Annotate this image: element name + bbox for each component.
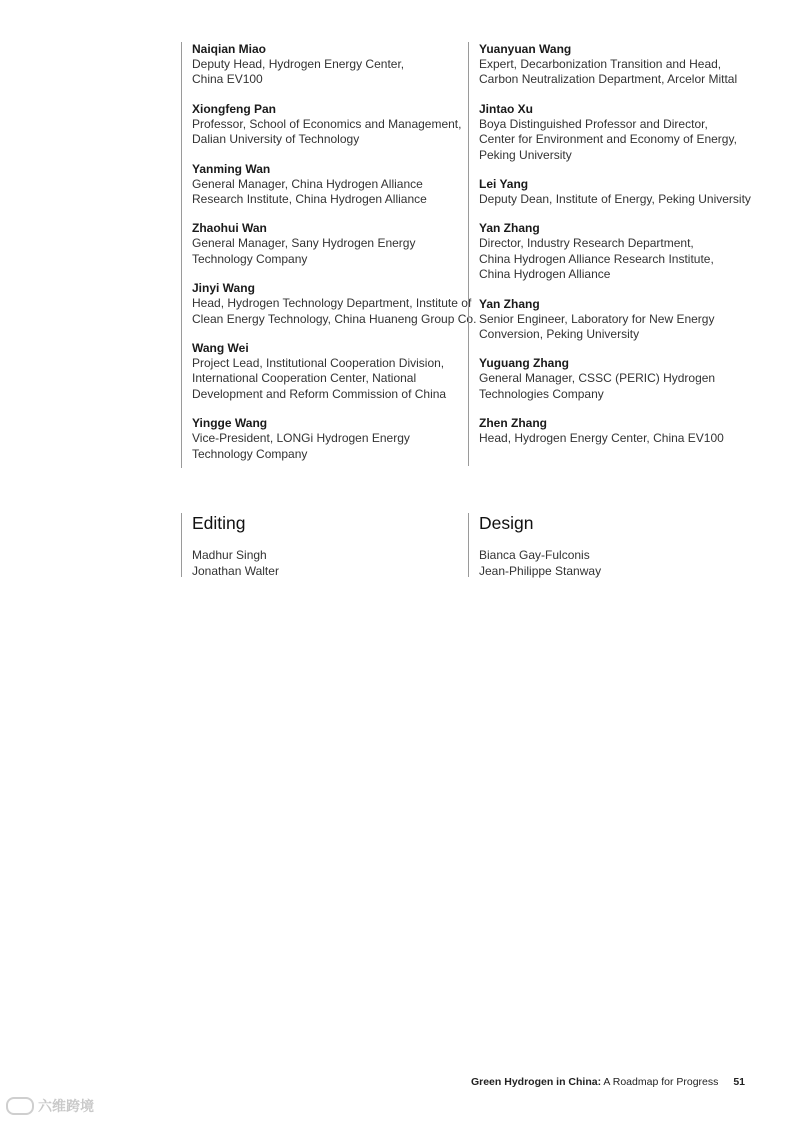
contributor-role xyxy=(479,312,769,343)
contributor-role-line: Peking University xyxy=(479,147,572,162)
watermark-logo-icon xyxy=(6,1097,34,1115)
page-number: 51 xyxy=(733,1076,745,1088)
contributor-role-line: Head, Hydrogen Technology Department, Institute of xyxy=(192,296,472,311)
design-member: Bianca Gay-Fulconis xyxy=(479,548,590,562)
contributor-name: Wang Wei xyxy=(192,341,249,356)
contributor-role-line: Technologies Company xyxy=(479,386,604,401)
contributor-role-line: Director, Industry Research Department, xyxy=(479,236,694,251)
contributor-role-line: International Cooperation Center, National xyxy=(192,371,417,386)
contributor-entry xyxy=(192,42,470,88)
contributor-role-line: Dalian University of Technology xyxy=(192,132,360,147)
contributor-role xyxy=(479,192,769,207)
contributor-role-line: Deputy Dean, Institute of Energy, Peking University xyxy=(479,192,751,207)
contributor-entry xyxy=(479,177,769,207)
contributor-name: Yuanyuan Wang xyxy=(479,42,572,56)
contributor-name: Yan Zhang xyxy=(479,221,540,236)
contributor-role-line: Development and Reform Commission of China xyxy=(192,386,447,401)
footer-title-bold: Green Hydrogen in China: xyxy=(470,1076,602,1088)
contributor-entry xyxy=(479,297,769,343)
contributor-entry xyxy=(192,416,470,462)
contributor-entry xyxy=(192,162,470,208)
contributor-name: Zhaohui Wan xyxy=(192,221,267,236)
contributor-role-line: China Hydrogen Alliance xyxy=(479,267,611,282)
editing-heading: Editing xyxy=(192,513,246,533)
contributor-role-line: Expert, Decarbonization Transition and Head, xyxy=(479,57,722,71)
contributor-role-line: Conversion, Peking University xyxy=(479,327,640,342)
contributor-name: Yingge Wang xyxy=(192,416,268,431)
contributor-role xyxy=(479,117,769,163)
watermark-text: 六维跨境 xyxy=(38,1098,94,1114)
contributor-role-line: Clean Energy Technology, China Huaneng Group Co. xyxy=(192,311,477,326)
contributor-entry xyxy=(479,102,769,163)
contributor-name: Naiqian Miao xyxy=(192,42,267,56)
contributor-role xyxy=(192,356,470,402)
contributor-role xyxy=(192,177,470,208)
editing-member: Jonathan Walter xyxy=(192,564,279,578)
contributor-role-line: General Manager, CSSC (PERIC) Hydrogen xyxy=(479,371,716,386)
design-section xyxy=(468,513,739,577)
contributor-name: Jinyi Wang xyxy=(192,281,255,296)
contributor-role-line: China Hydrogen Alliance Research Institute, xyxy=(479,251,714,266)
contributor-entry xyxy=(192,221,470,267)
contributor-role-line: General Manager, China Hydrogen Alliance xyxy=(192,176,423,191)
contributor-role-line: General Manager, Sany Hydrogen Energy xyxy=(192,236,416,251)
contributor-role-line: Head, Hydrogen Energy Center, China EV100 xyxy=(479,431,724,446)
contributor-name: Yuguang Zhang xyxy=(479,356,569,371)
contributor-name: Jintao Xu xyxy=(479,101,534,116)
contributor-role xyxy=(192,236,470,267)
contributor-entry xyxy=(479,42,769,88)
contributor-name: Xiongfeng Pan xyxy=(192,101,276,116)
contributors-left-column xyxy=(181,42,477,468)
contributor-role xyxy=(479,57,769,88)
contributor-role xyxy=(192,431,470,462)
contributor-role-line: Research Institute, China Hydrogen Alliance xyxy=(192,192,427,207)
contributor-name: Lei Yang xyxy=(479,177,529,192)
design-member: Jean-Philippe Stanway xyxy=(479,564,602,578)
editing-member: Madhur Singh xyxy=(192,548,267,562)
contributor-name: Zhen Zhang xyxy=(479,416,547,431)
contributor-role xyxy=(479,236,769,282)
footer-title-rest: A Roadmap for Progress xyxy=(601,1076,719,1088)
editing-section xyxy=(181,513,452,577)
contributor-name: Yan Zhang xyxy=(479,296,540,311)
contributor-role-line: Senior Engineer, Laboratory for New Energy xyxy=(479,311,715,326)
contributor-role xyxy=(192,296,477,327)
watermark xyxy=(6,1096,94,1116)
contributors-right-column xyxy=(468,42,769,466)
contributor-entry xyxy=(192,102,470,148)
contributor-entry xyxy=(479,356,769,402)
contributor-role-line: China EV100 xyxy=(192,72,263,87)
contributor-role-line: Vice-President, LONGi Hydrogen Energy xyxy=(192,431,410,446)
contributor-role-line: Center for Environment and Economy of Energy, xyxy=(479,132,737,147)
contributor-role-line: Professor, School of Economics and Management, xyxy=(192,116,462,131)
contributor-role-line: Boya Distinguished Professor and Director, xyxy=(479,116,708,131)
contributor-name: Yanming Wan xyxy=(192,161,271,176)
contributor-role-line: Project Lead, Institutional Cooperation Division, xyxy=(192,356,445,371)
design-members xyxy=(479,547,739,579)
contributor-entry xyxy=(479,416,769,446)
contributor-role-line: Technology Company xyxy=(192,446,308,461)
contributor-entry xyxy=(192,341,470,402)
contributor-role-line: Carbon Neutralization Department, Arcelor Mittal xyxy=(479,72,738,87)
page-footer xyxy=(471,1076,745,1088)
editing-members xyxy=(192,547,452,579)
contributor-entry xyxy=(192,281,477,327)
contributor-role xyxy=(479,371,769,402)
design-heading: Design xyxy=(479,513,534,533)
contributor-role-line: Technology Company xyxy=(192,251,308,266)
contributor-role xyxy=(192,117,470,148)
contributor-role-line: Deputy Head, Hydrogen Energy Center, xyxy=(192,57,405,71)
contributor-role xyxy=(192,57,470,88)
contributor-entry xyxy=(479,221,769,282)
contributor-role xyxy=(479,431,769,446)
